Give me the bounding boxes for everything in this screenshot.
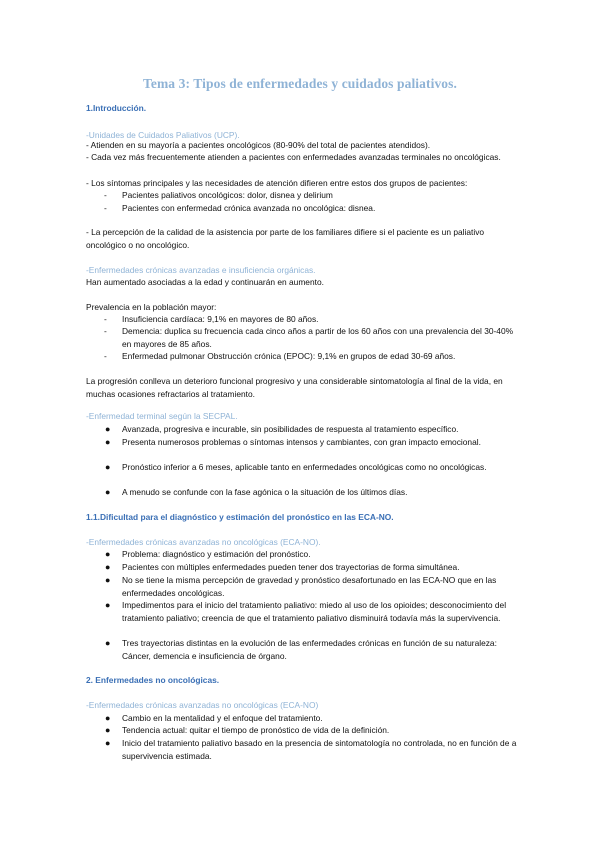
section-heading-introduccion: 1.Introducción. [86, 103, 147, 113]
list-marker: - [104, 314, 107, 324]
bullet: ● [105, 638, 111, 648]
subheading-eca-no: -Enfermedades crónicas avanzadas no oncológicas (ECA-NO). [86, 537, 321, 547]
list-marker: - [104, 203, 107, 213]
bullet: ● [105, 462, 111, 472]
bullet: ● [105, 549, 111, 559]
paragraph: - Cada vez más frecuentemente atienden a pacientes con enfermedades avanzadas terminales no oncológicas. [86, 152, 501, 162]
list-item: Pacientes paliativos oncológicos: dolor, disnea y delirium [122, 190, 333, 200]
list-item: Tendencia actual: quitar el tiempo de pronóstico de vida de la definición. [122, 725, 390, 735]
list-item: Avanzada, progresiva e incurable, sin posibilidades de respuesta al tratamiento específico. [122, 424, 459, 434]
paragraph: Prevalencia en la población mayor: [86, 302, 217, 312]
paragraph: - Los síntomas principales y las necesidades de atención difieren entre estos dos grupos de pacientes: [86, 178, 468, 188]
list-item: Problema: diagnóstico y estimación del pronóstico. [122, 549, 311, 559]
list-item: Demencia: duplica su frecuencia cada cinco años a partir de los 60 años con una prevalencia del 30-40% en mayores de 85 años. [122, 326, 514, 349]
paragraph: - La percepción de la calidad de la asistencia por parte de los familiares difiere si el paciente es un paliativo oncológico o no oncológico. [86, 227, 485, 250]
bullet: ● [105, 725, 111, 735]
list-item: Pacientes con múltiples enfermedades pueden tener dos trayectorias de forma simultánea. [122, 562, 460, 572]
list-item: No se tiene la misma percepción de gravedad y pronóstico desafortunado en las ECA-NO que en las enfermedades oncológicas. [122, 575, 497, 598]
subheading-cronicas: -Enfermedades crónicas avanzadas e insuficiencia orgánicas. [86, 265, 316, 275]
paragraph: La progresión conlleva un deterioro funcional progresivo y una considerable sintomatología al final de la vida, en muchas ocasiones refractarios al tratamiento. [86, 376, 503, 399]
list-item: Impedimentos para el inicio del tratamiento paliativo: miedo al uso de los opioides; desconocimiento del tratamiento paliativo; creencia de que el tratamiento paliativo disminuirá todavía más la supervivencia. [122, 600, 507, 623]
subheading-terminal: -Enfermedad terminal según la SECPAL. [86, 411, 238, 421]
list-item: Cambio en la mentalidad y el enfoque del tratamiento. [122, 713, 323, 723]
section-heading-no-oncologicas: 2. Enfermedades no oncológicas. [86, 675, 220, 685]
bullet: ● [105, 487, 111, 497]
document-title: Tema 3: Tipos de enfermedades y cuidados paliativos. [143, 76, 457, 91]
section-heading-dificultad: 1.1.Dificultad para el diagnóstico y estimación del pronóstico en las ECA-NO. [86, 512, 394, 522]
bullet: ● [105, 713, 111, 723]
bullet: ● [105, 562, 111, 572]
list-item: Insuficiencia cardíaca: 9,1% en mayores de 80 años. [122, 314, 319, 324]
bullet: ● [105, 437, 111, 447]
list-item: A menudo se confunde con la fase agónica o la situación de los últimos días. [122, 487, 408, 497]
subheading-ucp: -Unidades de Cuidados Paliativos (UCP). [86, 130, 240, 140]
list-item: Presenta numerosos problemas o síntomas intensos y cambiantes, con gran impacto emocional. [122, 437, 481, 447]
list-marker: - [104, 351, 107, 361]
list-item: Tres trayectorias distintas en la evolución de las enfermedades crónicas en función de su naturaleza: Cáncer, demencia e insuficiencia de órgano. [122, 638, 497, 661]
list-marker: - [104, 190, 107, 200]
paragraph: - Atienden en su mayoría a pacientes oncológicos (80-90% del total de pacientes atendidos). [86, 140, 431, 150]
paragraph: Han aumentado asociadas a la edad y continuarán en aumento. [86, 277, 324, 287]
list-item: Pronóstico inferior a 6 meses, aplicable tanto en enfermedades oncológicas como no oncológicas. [122, 462, 487, 472]
bullet: ● [105, 600, 111, 610]
list-item: Pacientes con enfermedad crónica avanzada no oncológica: disnea. [122, 203, 376, 213]
list-marker: - [104, 326, 107, 336]
list-item: Inicio del tratamiento paliativo basado en la presencia de sintomatología no controlada, no en función de a supervivencia estimada. [122, 738, 517, 761]
bullet: ● [105, 738, 111, 748]
bullet: ● [105, 424, 111, 434]
bullet: ● [105, 575, 111, 585]
subheading-eca-no-2: -Enfermedades crónicas avanzadas no oncológicas (ECA-NO) [86, 700, 319, 710]
list-item: Enfermedad pulmonar Obstrucción crónica (EPOC): 9,1% en grupos de edad 30-69 años. [122, 351, 456, 361]
